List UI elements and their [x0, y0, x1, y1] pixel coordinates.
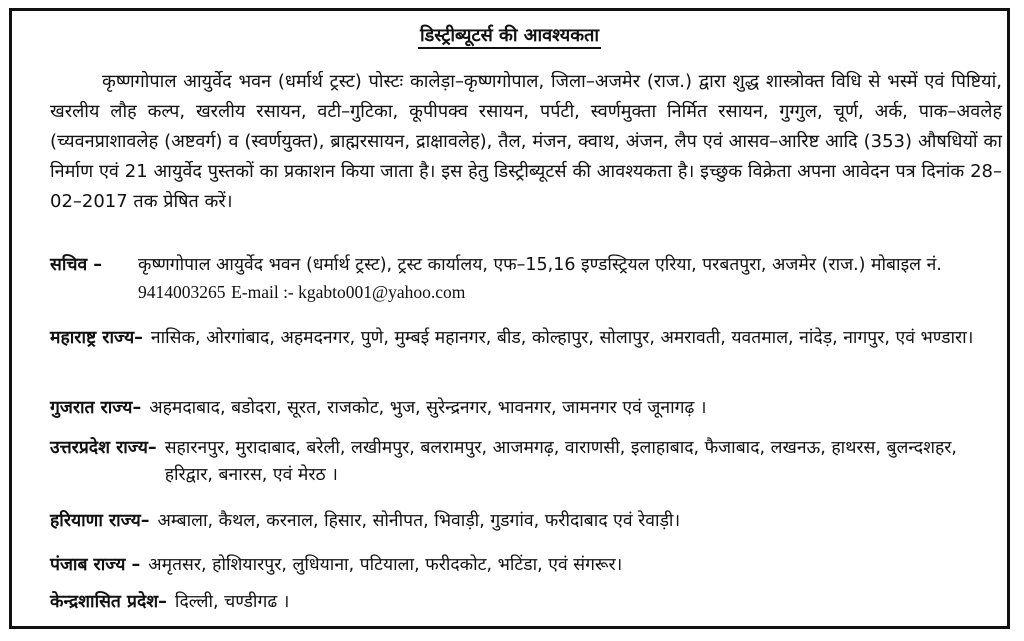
state-cities: सहारनपुर, मुरादाबाद, बरेली, लखीमपुर, बलरामपुर, आजमगढ़, वाराणसी, इलाहाबाद, फैजाबाद, लखनऊ, हाथरस, बुलन्दशहर, हरिद्वार, बनारस, एवं मेरठ । [164, 438, 957, 485]
notice-title-text: डिस्ट्रीब्यूटर्स की आवश्यकता [418, 25, 601, 49]
notice-frame [9, 8, 1010, 629]
state-cities: अमृतसर, होशियारपुर, लुधियाना, पटियाला, फरीदकोट, भटिंडा, एवं संगरूर। [148, 555, 623, 575]
secretary-address: कृष्णगोपाल आयुर्वेद भवन (धर्मार्थ ट्रस्ट), ट्रस्ट कार्यालय, एफ–15,16 इण्डस्ट्रियल एरिया, परबतपुरा, अजमेर (राज.) मोबाइल नं. [138, 255, 942, 275]
state-cities: दिल्ली, चण्डीगढ । [174, 592, 290, 612]
state-row-uttar-pradesh [50, 435, 1010, 489]
state-label: केन्द्रशासित प्रदेश– [50, 592, 167, 612]
state-label: गुजरात राज्य– [50, 398, 142, 418]
state-row-maharashtra [50, 325, 1010, 352]
secretary-contact [50, 252, 1010, 302]
secretary-mobile: 9414003265 [138, 282, 226, 302]
state-label: उत्तरप्रदेश राज्य– [50, 438, 157, 458]
secretary-label: सचिव – [50, 255, 103, 275]
state-label: पंजाब राज्य – [50, 555, 141, 575]
state-label: महाराष्ट्र राज्य– [50, 328, 143, 348]
state-row-haryana [50, 508, 1010, 535]
state-row-gujarat [50, 395, 1010, 422]
secretary-email: E-mail :- kgabto001@yahoo.com [231, 282, 466, 302]
state-row-punjab [50, 552, 1010, 579]
notice-title [12, 23, 1007, 47]
state-cities: अहमदाबाद, बडोदरा, सूरत, राजकोट, भुज, सुरेन्द्रनगर, भावनगर, जामनगर एवं जूनागढ़ । [149, 398, 707, 418]
state-label: हरियाणा राज्य– [50, 511, 150, 531]
secretary-address-block [138, 252, 1010, 307]
state-cities: नासिक, ओरगांबाद, अहमदनगर, पुणे, मुम्बई महानगर, बीड, कोल्हापुर, सोलापुर, अमरावती, यवतमाल, नांदेड़, नागपुर, एवं भण्डारा। [150, 328, 974, 348]
intro-paragraph: कृष्णगोपाल आयुर्वेद भवन (धर्मार्थ ट्रस्ट) पोस्टः कालेड़ा–कृष्णगोपाल, जिला–अजमेर (राज.) द्वारा शुद्ध शास्त्रोक्त विधि से भस्में एवं पिष्टियां, खरलीय लौह कल्प, खरलीय रसायन, वटी–गुटिका, कूपीपक्व रसायन, पर्पटी, स्वर्णमुक्ता निर्मित रसायन, गुग्गुल, चूर्ण, अर्क, पाक–अवलेह (च्यवनप्राशावलेह (अष्टवर्ग) व (स्वर्णयुक्त), ब्राह्मरसायन, द्राक्षावलेह), तैल, मंजन, क्वाथ, अंजन, लैप एवं आसव–आरिष्ट आदि (353) औषधियों का निर्माण एवं 21 आयुर्वेद पुस्तकों का प्रकाशन किया जाता है। इस हेतु डिस्ट्रीब्यूटर्स की आवश्यकता है। इच्छुक विक्रेता अपना आवेदन पत्र दिनांक 28–02–2017 तक प्रेषित करें। [50, 71, 1002, 212]
state-row-union-territory [50, 589, 1010, 616]
state-cities: अम्बाला, कैथल, करनाल, हिसार, सोनीपत, भिवाड़ी, गुडगांव, फरीदाबाद एवं रेवाड़ी। [157, 511, 681, 531]
